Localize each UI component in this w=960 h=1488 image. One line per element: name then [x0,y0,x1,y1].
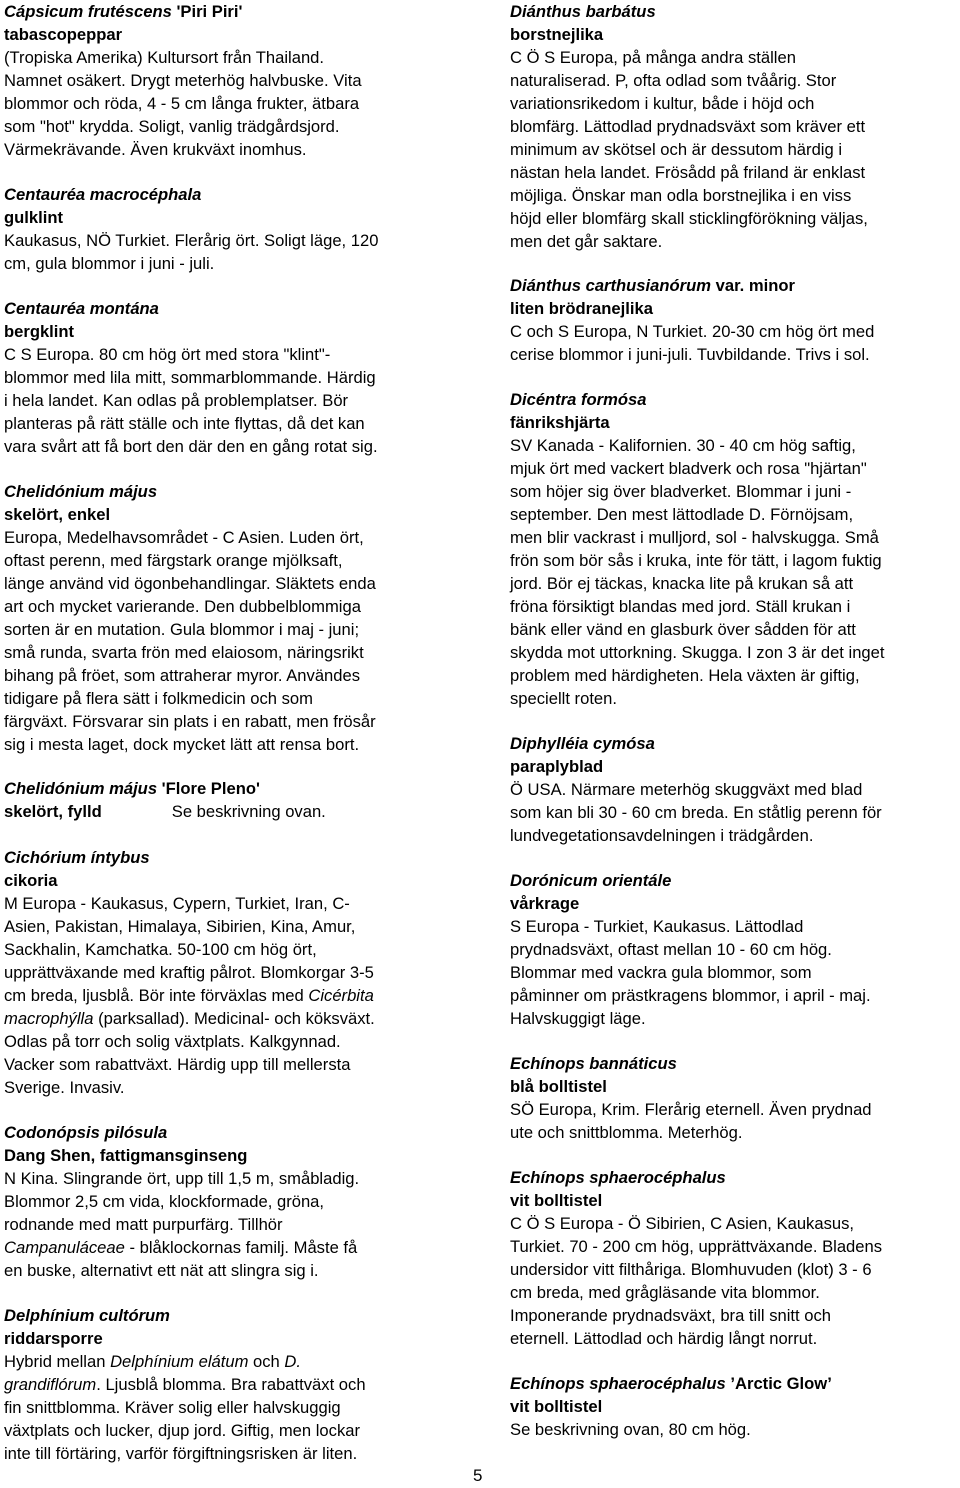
description-line: cm, gula blommor i juni - juli. [4,254,215,273]
description-line: M Europa - Kaukasus, Cypern, Turkiet, Iran, C- [4,894,350,913]
description-line: möjliga. Önskar man odla borstnejlika i en viss [510,186,852,205]
description-line: som höjer sig över bladverket. Blommar i juni - [510,482,852,501]
common-name: blå bolltistel [510,1077,607,1096]
description-line: variationsrikedom i kultur, både i höjd och [510,94,815,113]
description-line: Sackhalin, Kamchatka. 50-100 cm hög ört, [4,940,317,959]
description-line: lundvegetationsavdelningen i trädgården. [510,826,814,845]
scientific-name: Echínops sphaerocéphalus ’Arctic Glow’ [510,1374,832,1393]
description-line: rodnande med matt purpurfärg. Tillhör [4,1215,283,1234]
scientific-name: Echínops bannáticus [510,1054,677,1073]
description-line: jord. Bör ej täckas, knacka lite på krukan så att [510,574,854,593]
description-line: Halvskuggigt läge. [510,1009,646,1028]
description-line: blomfärg. Lättodlad prydnadsväxt som kräver ett [510,117,866,136]
entry-doronicum [510,869,958,1030]
description-line: september. Den mest lättodlade D. Förnöjsam, [510,505,854,524]
description-line: (Tropiska Amerika) Kultursort från Thailand. [4,48,325,67]
description-line: macrophýlla (parksallad). Medicinal- och köksväxt. [4,1009,375,1028]
description-line: cm breda, ljusblå. Bör inte förväxlas med Cicérbita [4,986,374,1005]
description-line: art och mycket varierande. Den dubbelblommiga [4,597,361,616]
description-line: som kan bli 30 - 60 cm breda. En ståtlig perenn för [510,803,882,822]
description-line: blommor och röda, 4 - 5 cm långa frukter, ätbara [4,94,360,113]
scientific-name: Dicéntra formósa [510,390,647,409]
description-line: fin snittblomma. Kräver solig eller halvskuggig [4,1398,341,1417]
description-line: en buske, alternativt ett nät att slingra sig i. [4,1261,319,1280]
see-above-note: Se beskrivning ovan. [171,802,326,821]
scientific-name: Chelidónium május [4,482,158,501]
description-line: ute och snittblomma. Meterhög. [510,1123,743,1142]
description-line: bänk eller vänd en glasburk över sådden för att [510,620,856,639]
entry-centaurea-montana [4,297,464,458]
common-name: paraplyblad [510,757,604,776]
common-name: Dang Shen, fattigmansginseng [4,1146,248,1165]
description-line: Se beskrivning ovan, 80 cm hög. [510,1420,751,1439]
description-line: men blir vackrast i mulljord, sol - halvskugga. Små [510,528,879,547]
description-line: mjuk ört med vackert bladverk och rosa "hjärtan" [510,459,867,478]
scientific-name: Dorónicum orientále [510,871,672,890]
description-line: grandiflórum. Ljusblå blomma. Bra rabattväxt och [4,1375,366,1394]
entry-capsicum [4,0,464,161]
description-line: Blommor 2,5 cm vida, klockformade, gröna, [4,1192,325,1211]
description-line: Blommar med vackra gula blommor, som [510,963,812,982]
description-line: som "hot" krydda. Soligt, vanlig trädgårdsjord. [4,117,340,136]
description-line: C Ö S Europa - Ö Sibirien, C Asien, Kaukasus, [510,1214,855,1233]
description-line: nästan hela landet. Frösådd på friland är enklast [510,163,866,182]
common-name: vit bolltistel [510,1191,603,1210]
description-line: undersidor vitt filthåriga. Blomhuvuden (klot) 3 - 6 [510,1260,872,1279]
description-line: bihang på fröet, som attraherar myror. Användes [4,666,361,685]
description-line: C S Europa. 80 cm hög ört med stora "klint"- [4,345,331,364]
description-line: sig i mesta laget, dock mycket lätt att rensa bort. [4,735,360,754]
page-number: 5 [473,1466,483,1485]
entry-diphylleia [510,732,958,847]
description-line: cm breda, med grågläsande vita blommor. [510,1283,820,1302]
entry-dicentra [510,388,958,710]
description-line: Asien, Pakistan, Himalaya, Sibirien, Kina, Amur, [4,917,356,936]
description-line: frön som bör sås i kruka, inte för tätt, i lagom fuktig [510,551,882,570]
entry-echinops-arctic-glow [510,1372,958,1441]
common-name: riddarsporre [4,1329,103,1348]
entry-delphinium [4,1304,464,1465]
description-line: C och S Europa, N Turkiet. 20-30 cm hög ört med [510,322,875,341]
description-line: cerise blommor i juni-juli. Tuvbildande. Trivs i sol. [510,345,870,364]
scientific-name: Diphylléia cymósa [510,734,655,753]
scientific-name: Centauréa macrocéphala [4,185,202,204]
description-line: länge använd vid ögonbehandlingar. Släktets enda [4,574,376,593]
description-line: Ö USA. Närmare meterhög skuggväxt med blad [510,780,863,799]
description-line: Campanuláceae - blåklockornas familj. Måste få [4,1238,358,1257]
description-line: N Kina. Slingrande ört, upp till 1,5 m, småbladig. [4,1169,360,1188]
description-line: vara svårt att få bort den där den en gång rotat sig. [4,437,378,456]
scientific-name: Diánthus carthusianórum var. minor [510,276,795,295]
description-line: tidigare på flera sätt i folkmedicin och som [4,689,313,708]
description-line: upprättväxande med kraftig pålrot. Blomkorgar 3-5 [4,963,374,982]
scientific-name: Codonópsis pilósula [4,1123,168,1142]
description-line: i hela landet. Kan odlas på problemplatser. Bör [4,391,349,410]
description-line: Imponerande prydnadsväxt, bra till snitt och [510,1306,831,1325]
common-name: skelört, fylld [4,802,102,821]
description-line: påminner om prästkragens blommor, i april - maj. [510,986,871,1005]
entry-centaurea-macrocephala [4,183,464,275]
description-line: växtplats och lucker, djup jord. Giftig, men lockar [4,1421,361,1440]
description-line: prydnadsväxt, oftast mellan 10 - 60 cm hög. [510,940,832,959]
entry-chelidonium [4,480,464,756]
scientific-name: Echínops sphaerocéphalus [510,1168,726,1187]
description-line: speciellt roten. [510,689,617,708]
description-line: SV Kanada - Kalifornien. 30 - 40 cm hög saftig, [510,436,856,455]
description-line: blommor med lila mitt, sommarblommande. Härdig [4,368,376,387]
common-name: cikoria [4,871,58,890]
common-name: vårkrage [510,894,580,913]
description-line: små runda, svarta frön med elaiosom, näringsrikt [4,643,364,662]
entry-echinops-bannaticus [510,1052,958,1144]
entry-cichorium [4,846,464,1099]
scientific-name: Centauréa montána [4,299,159,318]
scientific-name: Chelidónium május 'Flore Pleno' [4,779,260,798]
common-name: fänrikshjärta [510,413,610,432]
description-line: men det går saktare. [510,232,663,251]
description-line: Kaukasus, NÖ Turkiet. Flerårig ört. Soligt läge, 120 [4,231,379,250]
description-line: Europa, Medelhavsområdet - C Asien. Luden ört, [4,528,364,547]
description-line: Turkiet. 70 - 200 cm hög, upprättväxande. Bladens [510,1237,883,1256]
description-line: Hybrid mellan Delphínium elátum och D. [4,1352,301,1371]
description-line: färgväxt. Försvarar sin plats i en rabatt, men frösår [4,712,376,731]
description-line: planteras på rätt ställe och inte flyttas, då det kan [4,414,365,433]
description-line: Värmekrävande. Även krukväxt inomhus. [4,140,307,159]
description-line: C Ö S Europa, på många andra ställen [510,48,796,67]
scientific-name: Cápsicum frutéscens 'Piri Piri' [4,2,243,21]
entry-dianthus-barbatus [510,0,958,253]
description-line: Namnet osäkert. Drygt meterhög halvbuske. Vita [4,71,362,90]
common-name: borstnejlika [510,25,604,44]
description-line: Vacker som rabattväxt. Härdig upp till mellersta [4,1055,351,1074]
common-name: skelört, enkel [4,505,111,524]
description-line: Sverige. Invasiv. [4,1078,125,1097]
entry-chelidonium-flore-pleno [4,777,464,823]
description-line: inte till förtäring, varför förgiftningsrisken är liten. [4,1444,358,1463]
common-name: liten brödranejlika [510,299,653,318]
description-line: minimum av skötsel och är dessutom härdig i [510,140,843,159]
scientific-name: Cichórium íntybus [4,848,150,867]
scientific-name: Delphínium cultórum [4,1306,170,1325]
entry-dianthus-carthusianorum [510,274,958,366]
description-line: problem med härdigheten. Hela växten är giftig, [510,666,860,685]
description-line: Odlas på torr och solig växtplats. Kalkgynnad. [4,1032,341,1051]
description-line: skydda mot uttorkning. Skugga. I zon 3 är det inget [510,643,885,662]
description-line: SÖ Europa, Krim. Flerårig eternell. Även prydnad [510,1100,872,1119]
description-line: naturaliserad. P, ofta odlad som tvåårig. Stor [510,71,837,90]
description-line: höjd eller blomfärg skall sticklingförökning väljas, [510,209,868,228]
description-line: eternell. Lättodlad och härdig långt norrut. [510,1329,818,1348]
common-name: gulklint [4,208,63,227]
common-name: vit bolltistel [510,1397,603,1416]
description-line: sorten är en mutation. Gula blommor i maj - juni; [4,620,360,639]
description-line: S Europa - Turkiet, Kaukasus. Lättodlad [510,917,804,936]
scientific-name: Diánthus barbátus [510,2,656,21]
entry-echinops-sphaerocephalus [510,1166,958,1350]
description-line: oftast perenn, med färgstark orange mjölksaft, [4,551,343,570]
description-line: fröna försiktigt blandas med jord. Ställ krukan i [510,597,851,616]
entry-codonopsis [4,1121,464,1282]
common-name-row [4,800,464,823]
common-name: tabascopeppar [4,25,123,44]
common-name: bergklint [4,322,75,341]
